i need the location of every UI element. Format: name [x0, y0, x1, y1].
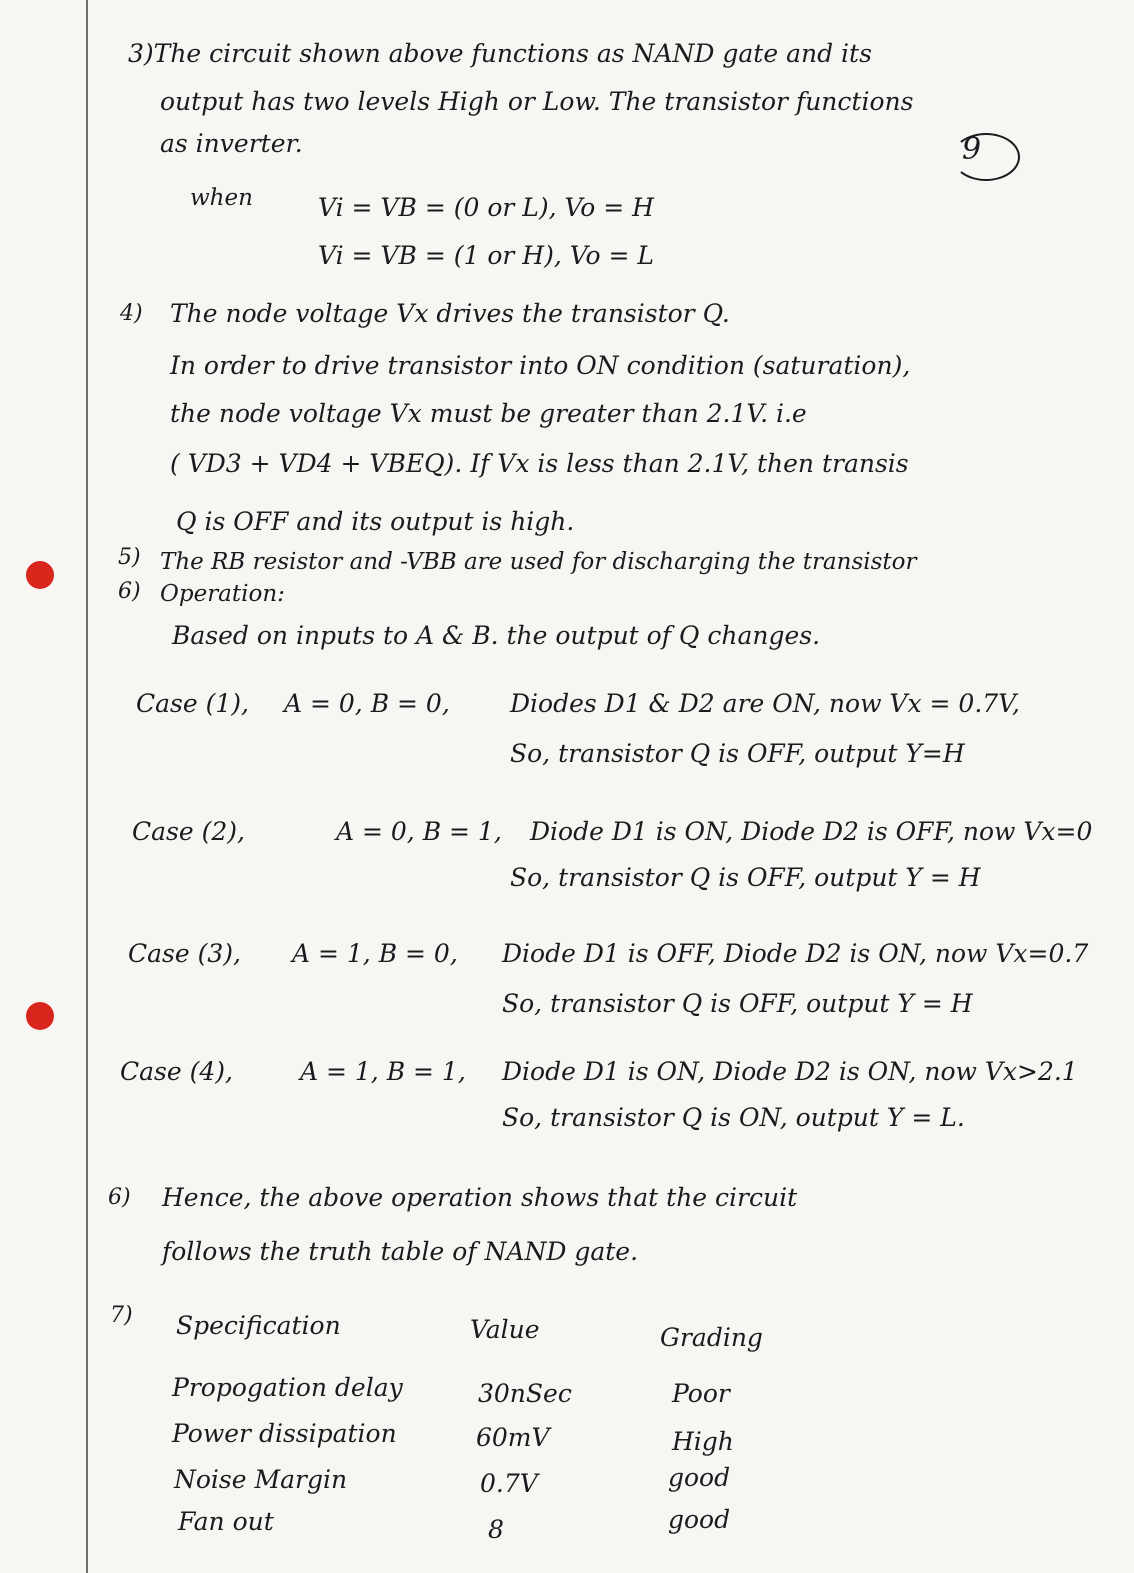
grade-mark-circle-icon: [952, 133, 1020, 181]
spec-row-2-value: 60mV: [476, 1423, 550, 1452]
point-6-number: 6): [118, 579, 141, 604]
spec-row-1-grading: Poor: [672, 1379, 730, 1408]
spec-row-4-grading: good: [668, 1505, 731, 1534]
case-2-label: Case (2),: [132, 817, 245, 846]
point-6b-number: 6): [108, 1185, 131, 1210]
case-4-line-2: So, transistor Q is ON, output Y = L.: [502, 1103, 965, 1132]
spec-header: Specification: [176, 1311, 341, 1340]
case-2-inputs: A = 0, B = 1,: [336, 817, 502, 846]
intro-line-2: output has two levels High or Low. The transistor functions: [160, 87, 914, 116]
grade-mark: 9: [962, 132, 982, 167]
intro-line-1: 3)The circuit shown above functions as NAND gate and its: [128, 39, 872, 68]
point-4-line-3: the node voltage Vx must be greater than 2.1V. i.e: [170, 399, 807, 428]
case-2-line-2: So, transistor Q is OFF, output Y = H: [510, 863, 981, 892]
conclusion-line-1: Hence, the above operation shows that the circuit: [162, 1183, 798, 1212]
punch-hole: [26, 1002, 54, 1030]
case-3-line-2: So, transistor Q is OFF, output Y = H: [502, 989, 973, 1018]
margin-line: [86, 0, 88, 1573]
point-4-line-1: The node voltage Vx drives the transistor Q.: [170, 299, 730, 328]
case-1-line-1: Diodes D1 & D2 are ON, now Vx = 0.7V,: [510, 689, 1020, 718]
case-1-line-2: So, transistor Q is OFF, output Y=H: [510, 739, 965, 768]
operation-heading: Operation:: [160, 581, 285, 607]
spec-row-3-name: Noise Margin: [174, 1465, 348, 1494]
case-3-line-1: Diode D1 is OFF, Diode D2 is ON, now Vx=0.7: [502, 939, 1089, 968]
case-3-inputs: A = 1, B = 0,: [292, 939, 458, 968]
spec-row-3-value: 0.7V: [480, 1469, 538, 1498]
value-header: Value: [470, 1315, 540, 1344]
point-5-text: The RB resistor and -VBB are used for discharging the transistor: [160, 549, 917, 575]
case-1-inputs: A = 0, B = 0,: [284, 689, 450, 718]
case-4-inputs: A = 1, B = 1,: [300, 1057, 466, 1086]
punch-hole: [26, 561, 54, 589]
point-4-line-2: In order to drive transistor into ON condition (saturation),: [170, 351, 911, 380]
operation-text: Based on inputs to A & B. the output of Q changes.: [172, 621, 821, 650]
equation-high: Vi = VB = (1 or H), Vo = L: [318, 241, 654, 270]
spec-row-1-name: Propogation delay: [172, 1373, 403, 1402]
spec-row-2-name: Power dissipation: [172, 1419, 397, 1448]
spec-row-3-grading: good: [668, 1463, 731, 1492]
spec-row-4-name: Fan out: [178, 1507, 274, 1536]
point-5-number: 5): [118, 545, 141, 570]
case-3-label: Case (3),: [128, 939, 241, 968]
point-4-line-4: ( VD3 + VD4 + VBEQ). If Vx is less than 2.1V, then transis: [170, 449, 909, 478]
spec-row-2-grading: High: [672, 1427, 734, 1456]
case-2-line-1: Diode D1 is ON, Diode D2 is OFF, now Vx=0: [530, 817, 1093, 846]
spec-row-1-value: 30nSec: [478, 1379, 572, 1408]
case-4-label: Case (4),: [120, 1057, 233, 1086]
spec-row-4-value: 8: [488, 1515, 504, 1544]
intro-line-3: as inverter.: [160, 129, 303, 158]
case-1-label: Case (1),: [136, 689, 249, 718]
point-7-number: 7): [110, 1303, 133, 1328]
point-4-line-5: Q is OFF and its output is high.: [176, 507, 575, 536]
grading-header: Grading: [660, 1323, 763, 1352]
equation-low: Vi = VB = (0 or L), Vo = H: [318, 193, 654, 222]
conclusion-line-2: follows the truth table of NAND gate.: [162, 1237, 639, 1266]
when-label: when: [190, 185, 253, 211]
case-4-line-1: Diode D1 is ON, Diode D2 is ON, now Vx>2.1: [502, 1057, 1078, 1086]
point-4-number: 4): [120, 301, 143, 326]
